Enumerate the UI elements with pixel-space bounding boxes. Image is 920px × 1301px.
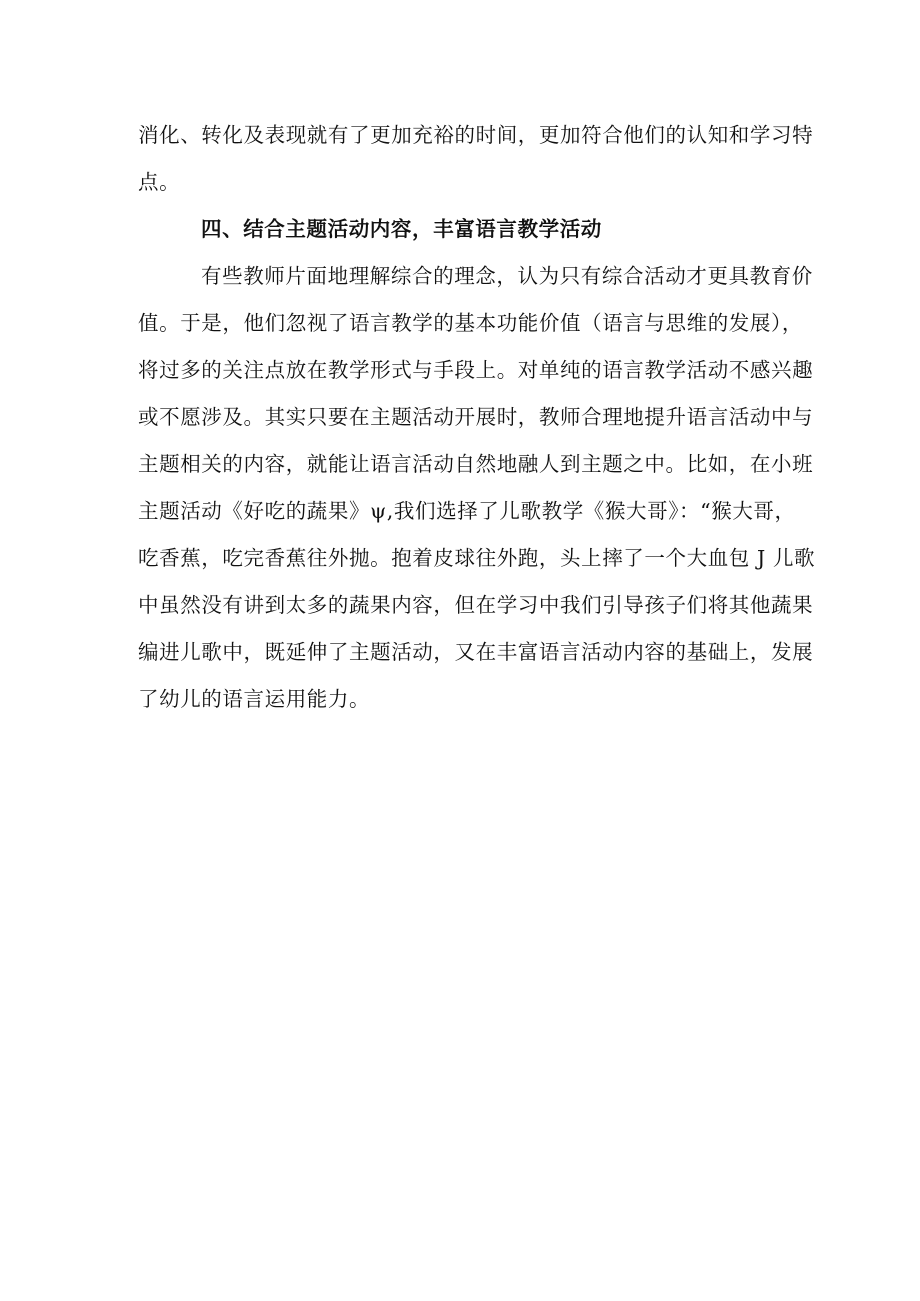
body-paragraph [138,253,816,723]
section-heading: 四、结合主题活动内容，丰富语言教学活动 [201,217,602,241]
paragraph-line: 消化、转化及表现就有了更加充裕的时间，更加符合他们的认知和学习特 [138,123,814,147]
paragraph-line: 主题活动《好吃的蔬果》ψ,我们选择了儿歌教学《猴大哥》：“猴大哥， [138,499,796,523]
paragraph-line: 值。于是，他们忽视了语言教学的基本功能价值（语言与思维的发展）， [138,311,803,335]
paragraph-line: 吃香蕉，吃完香蕉往外抛。抱着皮球往外跑，头上摔了一个大血包 J 儿歌 [138,546,816,570]
paragraph-line: 或不愿涉及。其实只要在主题活动开展时，教师合理地提升语言活动中与 [138,405,814,429]
paragraph-line: 主题相关的内容，就能让语言活动自然地融人到主题之中。比如，在小班 [138,452,814,476]
paragraph-line: 了幼儿的语言运用能力。 [138,687,371,711]
paragraph-line: 中虽然没有讲到太多的蔬果内容，但在学习中我们引导孩子们将其他蔬果 [138,593,814,617]
continuation-paragraph [138,112,814,206]
paragraph-line: 编进儿歌中，既延伸了主题活动，又在丰富语言活动内容的基础上，发展 [138,640,814,664]
paragraph-line: 将过多的关注点放在教学形式与手段上。对单纯的语言教学活动不感兴趣 [138,358,814,382]
paragraph-line: 点。 [138,170,181,194]
paragraph-line: 有些教师片面地理解综合的理念，认为只有综合活动才更具教育价 [201,264,813,288]
